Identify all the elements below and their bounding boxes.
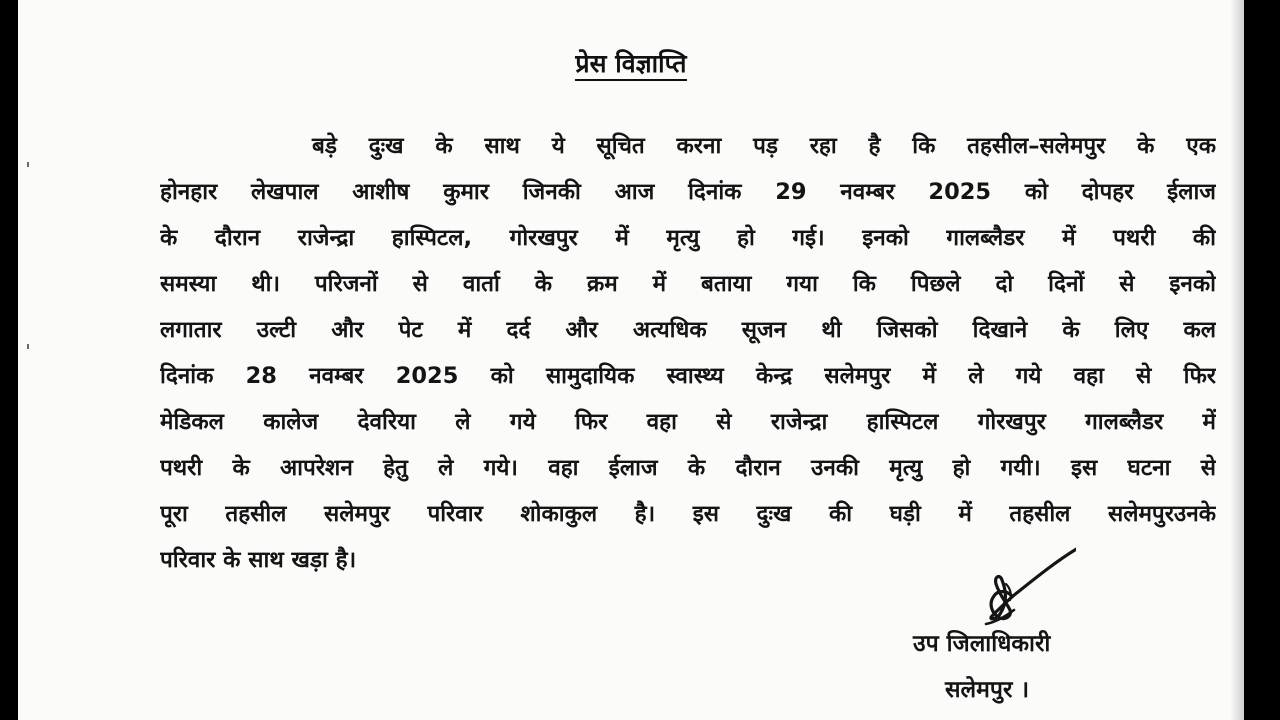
paragraph-line: पूरा तहसील सलेमपुर परिवार शोकाकुल है। इस दुःख की घड़ी में तहसील सलेमपुरउनके (160, 501, 1216, 527)
title-text: प्रेस विज्ञाप्ति (575, 49, 686, 81)
paragraph-line: परिवार के साथ खड़ा है। (160, 547, 357, 573)
signatory-designation: उप जिलाधिकारी (913, 631, 1051, 657)
paragraph-line: दिनांक 28 नवम्बर 2025 को सामुदायिक स्वास्थ्य केन्द्र सलेमपुर में ले गये वहा से फिर (160, 363, 1216, 389)
paragraph-line: बड़े दुःख के साथ ये सूचित करना पड़ रहा है कि तहसील–सलेमपुर के एक (312, 133, 1216, 159)
scan-mark (27, 344, 29, 349)
scan-mark (27, 162, 29, 167)
document-title (18, 46, 1244, 82)
signatory-place: सलेमपुर । (945, 677, 1030, 703)
signature (966, 540, 1076, 630)
page-edge-shadow (1230, 0, 1244, 720)
paragraph-line: लगातार उल्टी और पेट में दर्द और अत्यधिक सूजन थी जिसको दिखाने के लिए कल (160, 317, 1216, 343)
paragraph-line: होनहार लेखपाल आशीष कुमार जिनकी आज दिनांक 29 नवम्बर 2025 को दोपहर ईलाज (160, 179, 1216, 205)
press-release-page (18, 0, 1244, 720)
press-release-body (160, 123, 1216, 583)
paragraph-line: समस्या थी। परिजनों से वार्ता के क्रम में बताया गया कि पिछले दो दिनों से इनको (160, 271, 1216, 297)
paragraph-line: मेडिकल कालेज देवरिया ले गये फिर वहा से राजेन्द्रा हास्पिटल गोरखपुर गालब्लैडर में (160, 409, 1216, 435)
paragraph-line: पथरी के आपरेशन हेतु ले गये। वहा ईलाज के दौरान उनकी मृत्यु हो गयी। इस घटना से (160, 455, 1216, 481)
paragraph-line: के दौरान राजेन्द्रा हास्पिटल, गोरखपुर में मृत्यु हो गई। इनको गालब्लैडर में पथरी की (160, 225, 1216, 251)
